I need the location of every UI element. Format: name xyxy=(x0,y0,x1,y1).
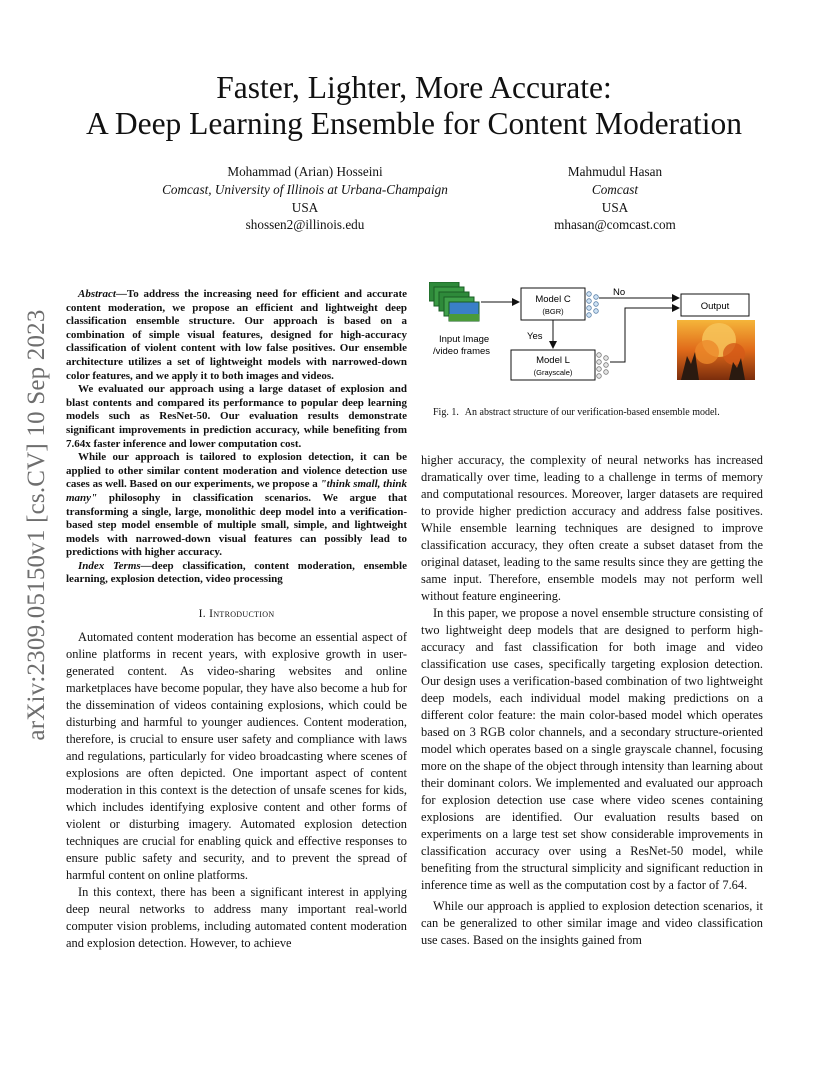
section-heading-introduction: I. Introduction xyxy=(198,607,275,621)
arxiv-id-text: arXiv:2309.05150v1 [cs.CV] 10 Sep 2023 xyxy=(23,309,50,741)
right-column xyxy=(421,452,763,949)
author-name: Mohammad (Arian) Hosseini xyxy=(227,164,383,179)
output-label: Output xyxy=(700,301,730,312)
yes-label: Yes xyxy=(527,331,543,342)
index-terms: Index Terms—deep classification, content moderation, ensemble learning, explosion detection, video processing xyxy=(66,559,407,586)
right-paragraph-3: While our approach is applied to explosion detection scenarios, it can be generalized to other similar image and video classification use cases. Based on the insights gained from xyxy=(421,899,763,947)
index-terms-label: Index Terms xyxy=(78,559,141,572)
input-frames-stack xyxy=(429,282,479,321)
abstract xyxy=(66,288,407,587)
model-l-sublabel: (Grayscale) xyxy=(533,368,573,377)
figure-caption-text: An abstract structure of our verification-based ensemble model. xyxy=(464,407,720,418)
abstract-paragraph-2: We evaluated our approach using a large dataset of explosion and blast contents and compared its performance to popular deep learning models such as ResNet-50. Our evaluation results demonstrate significant improvements in prediction accuracy, while benefiting from 7.64x faster inference and lower computation cost. xyxy=(66,383,407,450)
introduction-body xyxy=(66,629,407,952)
author-email[interactable]: mhasan@comcast.com xyxy=(554,217,676,233)
model-c-sublabel: (BGR) xyxy=(542,307,564,316)
left-column xyxy=(66,288,407,952)
author-affiliation: Comcast, University of Illinois at Urbana-Champaign xyxy=(162,181,448,197)
arxiv-identifier xyxy=(20,285,54,765)
author-country: USA xyxy=(291,199,319,215)
model-c-neurons-icon xyxy=(587,292,599,318)
abstract-paragraph-1: Abstract—To address the increasing need for efficient and accurate content moderation, we propose an efficient and lightweight deep classification ensemble structure. Our approach is based on a combination of simple visual features, designed for high-accuracy classification of violent content with low false positives. Our ensemble architecture utilizes a set of lightweight models with narrowed-down color features, and we apply it to both images and videos. xyxy=(66,288,407,382)
title-line-2: A Deep Learning Ensemble for Content Moderation xyxy=(85,106,743,141)
philosophy-quote: "think small, think many" xyxy=(66,478,407,504)
author-country: USA xyxy=(601,199,629,215)
author-block-2 xyxy=(490,163,740,234)
no-label: No xyxy=(613,287,626,298)
explosion-image xyxy=(677,320,755,380)
author-name: Mahmudul Hasan xyxy=(567,164,663,179)
figure-1-diagram xyxy=(429,282,759,394)
abstract-paragraph-3: While our approach is tailored to explosion detection, it can be applied to other similar content moderation and violence detection use cases as well. Based on our experiments, we propose a "think small, think many" philosophy in classification scenarios. We argue that transforming a single, large, monolithic deep model into a verification-based step model ensemble of multiple small, simple, and lightweight models with narrowed-down visual features can possibly lead to predictions with higher accuracy. xyxy=(66,451,407,559)
model-l-neurons-icon xyxy=(597,353,609,379)
author-email[interactable]: shossen2@illinois.edu xyxy=(245,217,365,233)
author-affiliation: Comcast xyxy=(591,181,639,197)
input-label-1: Input Image xyxy=(439,334,490,345)
right-paragraph-1: higher accuracy, the complexity of neural networks has increased dramatically over time, leading to a challenge in terms of memory and computational resources. Moreover, larger datasets are required to provide higher prediction accuracy and address false positives. While ensemble learning techniques are designed to improve classification accuracy, they often create a subset dataset from the original dataset, leading to the same results since they are getting the same input. Therefore, ensemble models may not perform well without feature engineering. xyxy=(421,453,763,603)
abstract-label: Abstract xyxy=(78,288,116,300)
figure-label: Fig. 1. xyxy=(433,407,459,418)
input-label-2: /video frames xyxy=(433,346,491,357)
figure-1-caption xyxy=(433,406,763,419)
right-paragraph-2: In this paper, we propose a novel ensemble structure consisting of two lightweight deep models that are designed to perform high-accuracy and fast classification for both image and video classification use cases, specifically targeting explosion detection. Our design uses a verification-based combination of two lightweight deep models, each individual model making predictions on a different color feature: the main color-based model which operates based on 3 RGB color channels, and a secondary structure-oriented model which operates based on a single grayscale channel, focusing more on the shape of the object through intensity than learning about their dominant colors. We implemented and evaluated our approach for explosion detection use case where video scenes containing explosions are identified. Our evaluation results based on experiments on a large test set show considerable improvements in classification accuracy over using a ResNet-50 model, while benefiting from the structural simplicity and significant reduction in inference time as well as the computation cost by a factor of 7.64. xyxy=(421,606,763,892)
title-line-1: Faster, Lighter, More Accurate: xyxy=(216,70,612,105)
model-l-label: Model L xyxy=(536,355,570,366)
paper-title xyxy=(40,70,788,142)
intro-paragraph-1: Automated content moderation has become an essential aspect of online platforms in recent years, with explosive growth in user-generated content. As video-sharing websites and online marketplaces have become popular, they have also become a hub for the dissemination of videos containing explosions, which could be disturbing and harmful to younger audiences. Content moderation, therefore, is crucial to ensure user safety and compliance with laws and regulations, particularly for video broadcasting where scenes of explosions are often depicted. One important aspect of content moderation in this context is the detection of unsafe scenes for kids, which includes identifying explosive content and other forms of violent or disturbing imagery. Automated explosion detection techniques are crucial for enabling quick and effective responses to ensure public safety and security, and to prevent the spread of harmful content on online platforms. xyxy=(66,630,407,883)
intro-paragraph-2: In this context, there has been a significant interest in applying deep neural networks to address many important real-world computer vision problems, including automated content moderation and explosion detection. However, to achieve xyxy=(66,885,407,951)
model-c-label: Model C xyxy=(535,294,571,305)
author-block-1 xyxy=(140,163,470,234)
